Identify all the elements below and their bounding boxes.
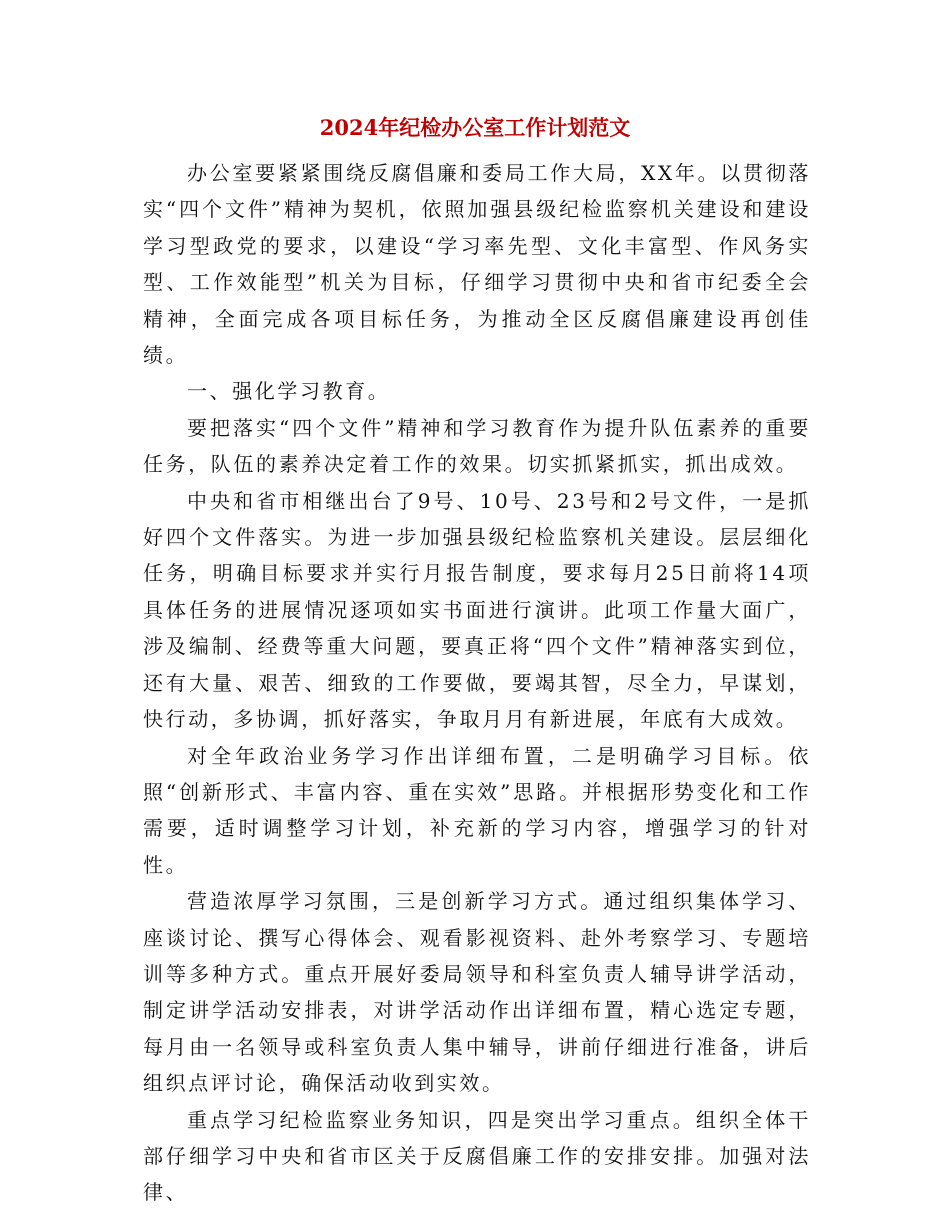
paragraph: 重点学习纪检监察业务知识，四是突出学习重点。组织全体干部仔细学习中央和省市区关于反腐倡廉工作的安排安排。加强对法律、 xyxy=(143,1107,811,1205)
paragraph: 对全年政治业务学习作出详细布置，二是明确学习目标。依照“创新形式、丰富内容、重在实效”思路。并根据形势变化和工作需要，适时调整学习计划，补充新的学习内容，增强学习的针对性。 xyxy=(143,743,811,877)
document-body xyxy=(143,155,811,1211)
paragraph: 中央和省市相继出台了9号、10号、23号和2号文件，一是抓好四个文件落实。为进一步加强县级纪检监察机关建设。层层细化任务，明确目标要求并实行月报告制度，要求每月25日前将14项具体任务的进展情况逐项如实书面进行演讲。此项工作量大面广，涉及编制、经费等重大问题，要真正将“四个文件”精神落实到位，还有大量、艰苦、细致的工作要做，要竭其智，尽全力，早谋划，快行动，多协调，抓好落实，争取月月有新进展，年底有大成效。 xyxy=(143,488,811,732)
paragraph-section-heading: 一、强化学习教育。 xyxy=(187,379,391,404)
document-title: 2024年纪检办公室工作计划范文 xyxy=(319,115,631,140)
paragraph: 营造浓厚学习氛围，三是创新学习方式。通过组织集体学习、座谈讨论、撰写心得体会、观看影视资料、赴外考察学习、专题培训等多种方式。重点开展好委局领导和科室负责人辅导讲学活动，制定讲学活动安排表，对讲学活动作出详细布置，精心选定专题，每月由一名领导或科室负责人集中辅导，讲前仔细进行准备，讲后组织点评讨论，确保活动收到实效。 xyxy=(143,889,811,1096)
paragraph-intro: 办公室要紧紧围绕反腐倡廉和委局工作大局，XX年。以贯彻落实“四个文件”精神为契机，依照加强县级纪检监察机关建设和建设学习型政党的要求，以建设“学习率先型、文化丰富型、作风务实型、工作效能型”机关为目标，仔细学习贯彻中央和省市纪委全会精神，全面完成各项目标任务，为推动全区反腐倡廉建设再创佳绩。 xyxy=(143,161,811,368)
paragraph: 要把落实“四个文件”精神和学习教育作为提升队伍素养的重要任务，队伍的素养决定着工作的效果。切实抓紧抓实，抓出成效。 xyxy=(143,415,811,477)
